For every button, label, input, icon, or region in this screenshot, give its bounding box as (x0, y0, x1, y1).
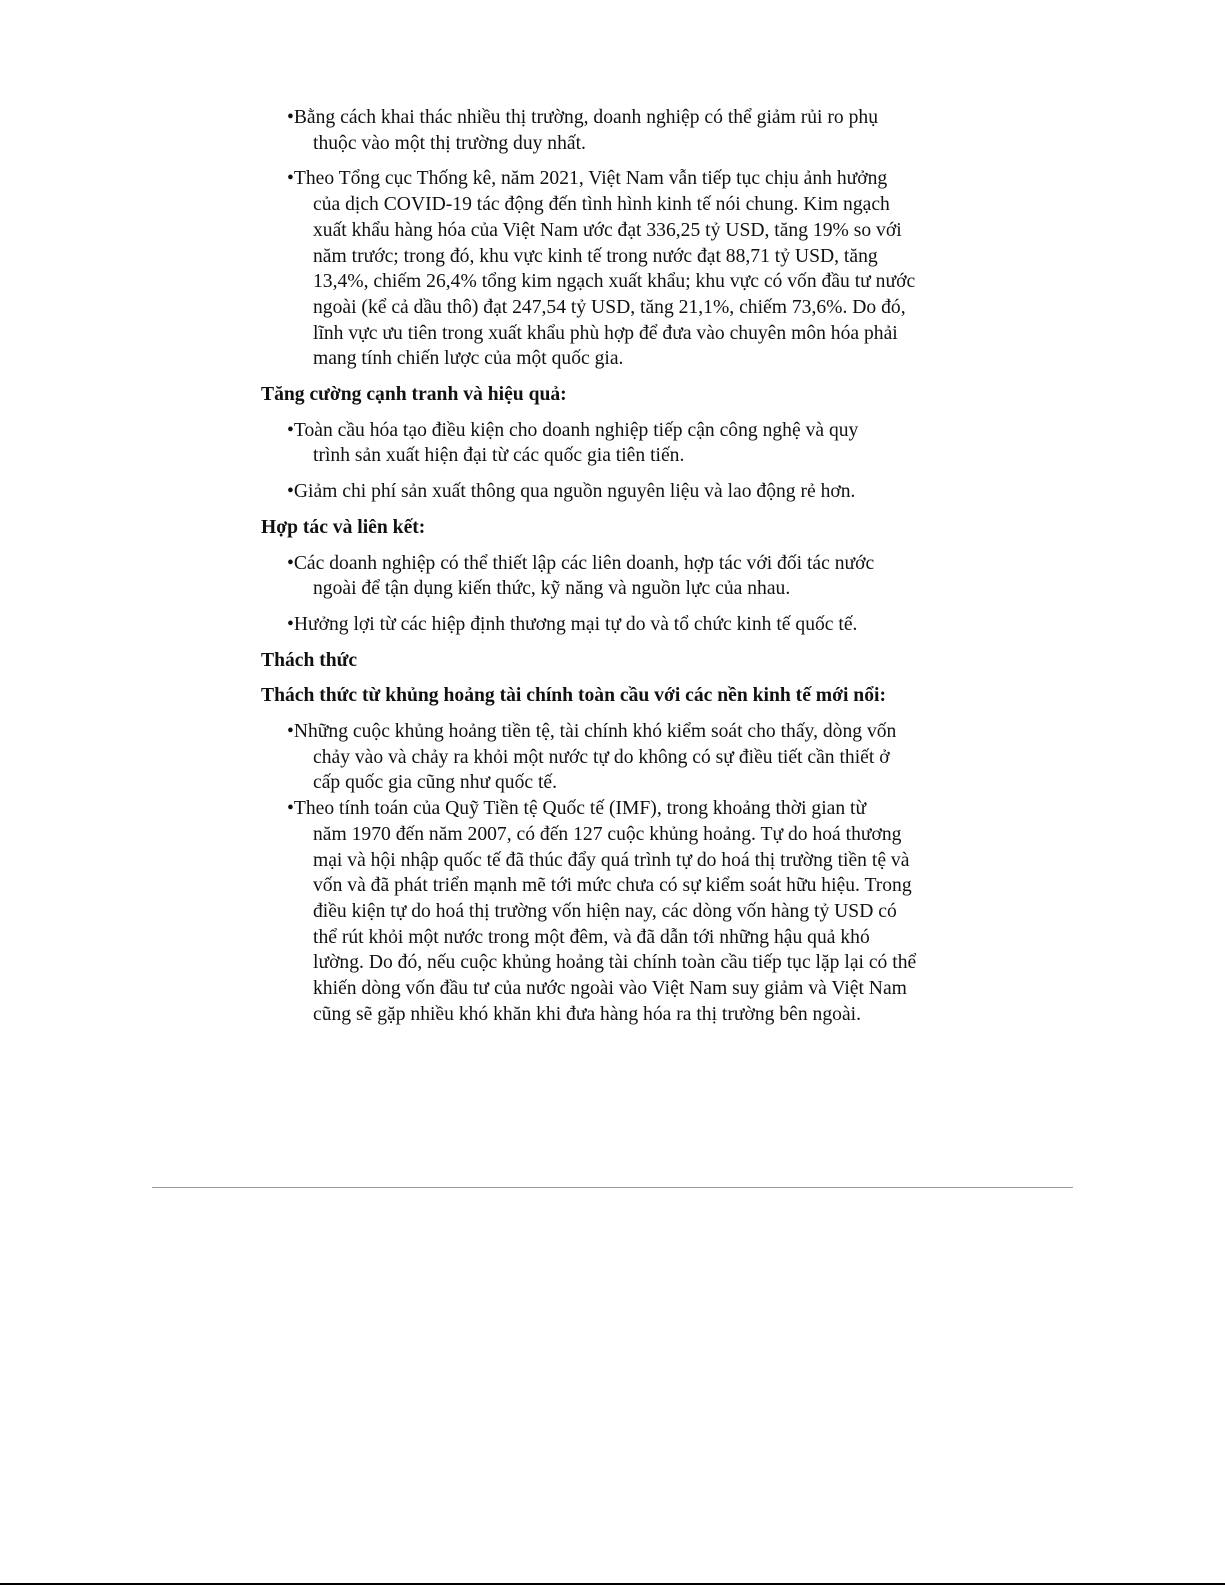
horizontal-divider (152, 1187, 1073, 1188)
heading-challenges: Thách thức (261, 649, 358, 671)
bullet-imf-estimates: •Theo tính toán của Quỹ Tiền tệ Quốc tế (IMF), trong khoảng thời gian từ năm 1970 đến năm 2007, có đến 127 cuộc khủng hoảng. Tự do hoá thương mại và hội nhập quốc tế đã thúc đẩy quá trình tự do hoá thị trường tiền tệ và vốn và đã phát triển mạnh mẽ tới mức chưa có sự kiểm soát hữu hiệu. Trong điều kiện tự do hoá thị trường vốn hiện nay, các dòng vốn hàng tỷ USD có thể rút khỏi một nước trong một đêm, và đã dẫn tới những hậu quả khó lường. Do đó, nếu cuộc khủng hoảng tài chính toàn cầu tiếp tục lặp lại có thể khiến dòng vốn đầu tư của nước ngoài vào Việt Nam suy giảm và Việt Nam cũng sẽ gặp nhiều khó khăn khi đưa hàng hóa ra thị trường bên ngoài. (287, 798, 917, 1025)
bullet-currency-crises: •Những cuộc khủng hoảng tiền tệ, tài chính khó kiểm soát cho thấy, dòng vốn chảy vào và chảy ra khỏi một nước tự do không có sự điều tiết cần thiết ở cấp quốc gia cũng như quốc tế. (287, 721, 897, 794)
document-body (261, 105, 981, 1038)
heading-cooperation: Hợp tác và liên kết: (261, 516, 426, 538)
heading-financial-crisis-challenge: Thách thức từ khủng hoảng tài chính toàn cầu với các nền kinh tế mới nổi: (261, 685, 886, 707)
bullet-export-statistics: •Theo Tổng cục Thống kê, năm 2021, Việt Nam vẫn tiếp tục chịu ảnh hưởng của dịch COVID-19 tác động đến tình hình kinh tế nói chung. Kim ngạch xuất khẩu hàng hóa của Việt Nam ước đạt 336,25 tỷ USD, tăng 19% so với năm trước; trong đó, khu vực kinh tế trong nước đạt 88,71 tỷ USD, tăng 13,4%, chiếm 26,4% tổng kim ngạch xuất khẩu; khu vực có vốn đầu tư nước ngoài (kể cả dầu thô) đạt 247,54 tỷ USD, tăng 21,1%, chiếm 73,6%. Do đó, lĩnh vực ưu tiên trong xuất khẩu phù hợp để đưa vào chuyên môn hóa phải mang tính chiến lược của một quốc gia. (287, 168, 916, 370)
bullet-multi-market: •Bằng cách khai thác nhiều thị trường, doanh nghiệp có thể giảm rủi ro phụ thuộc vào một thị trường duy nhất. (287, 107, 879, 154)
bullet-joint-ventures: •Các doanh nghiệp có thể thiết lập các liên doanh, hợp tác với đối tác nước ngoài để tận dụng kiến thức, kỹ năng và nguồn lực của nhau. (287, 552, 875, 600)
bullet-trade-agreements: •Hưởng lợi từ các hiệp định thương mại tự do và tổ chức kinh tế quốc tế. (287, 613, 858, 635)
bullet-cost-reduction: •Giảm chi phí sản xuất thông qua nguồn nguyên liệu và lao động rẻ hơn. (287, 481, 856, 503)
heading-competition-efficiency: Tăng cường cạnh tranh và hiệu quả: (261, 384, 567, 406)
bullet-technology-access: •Toàn cầu hóa tạo điều kiện cho doanh nghiệp tiếp cận công nghệ và quy trình sản xuất hiện đại từ các quốc gia tiên tiến. (287, 419, 859, 467)
